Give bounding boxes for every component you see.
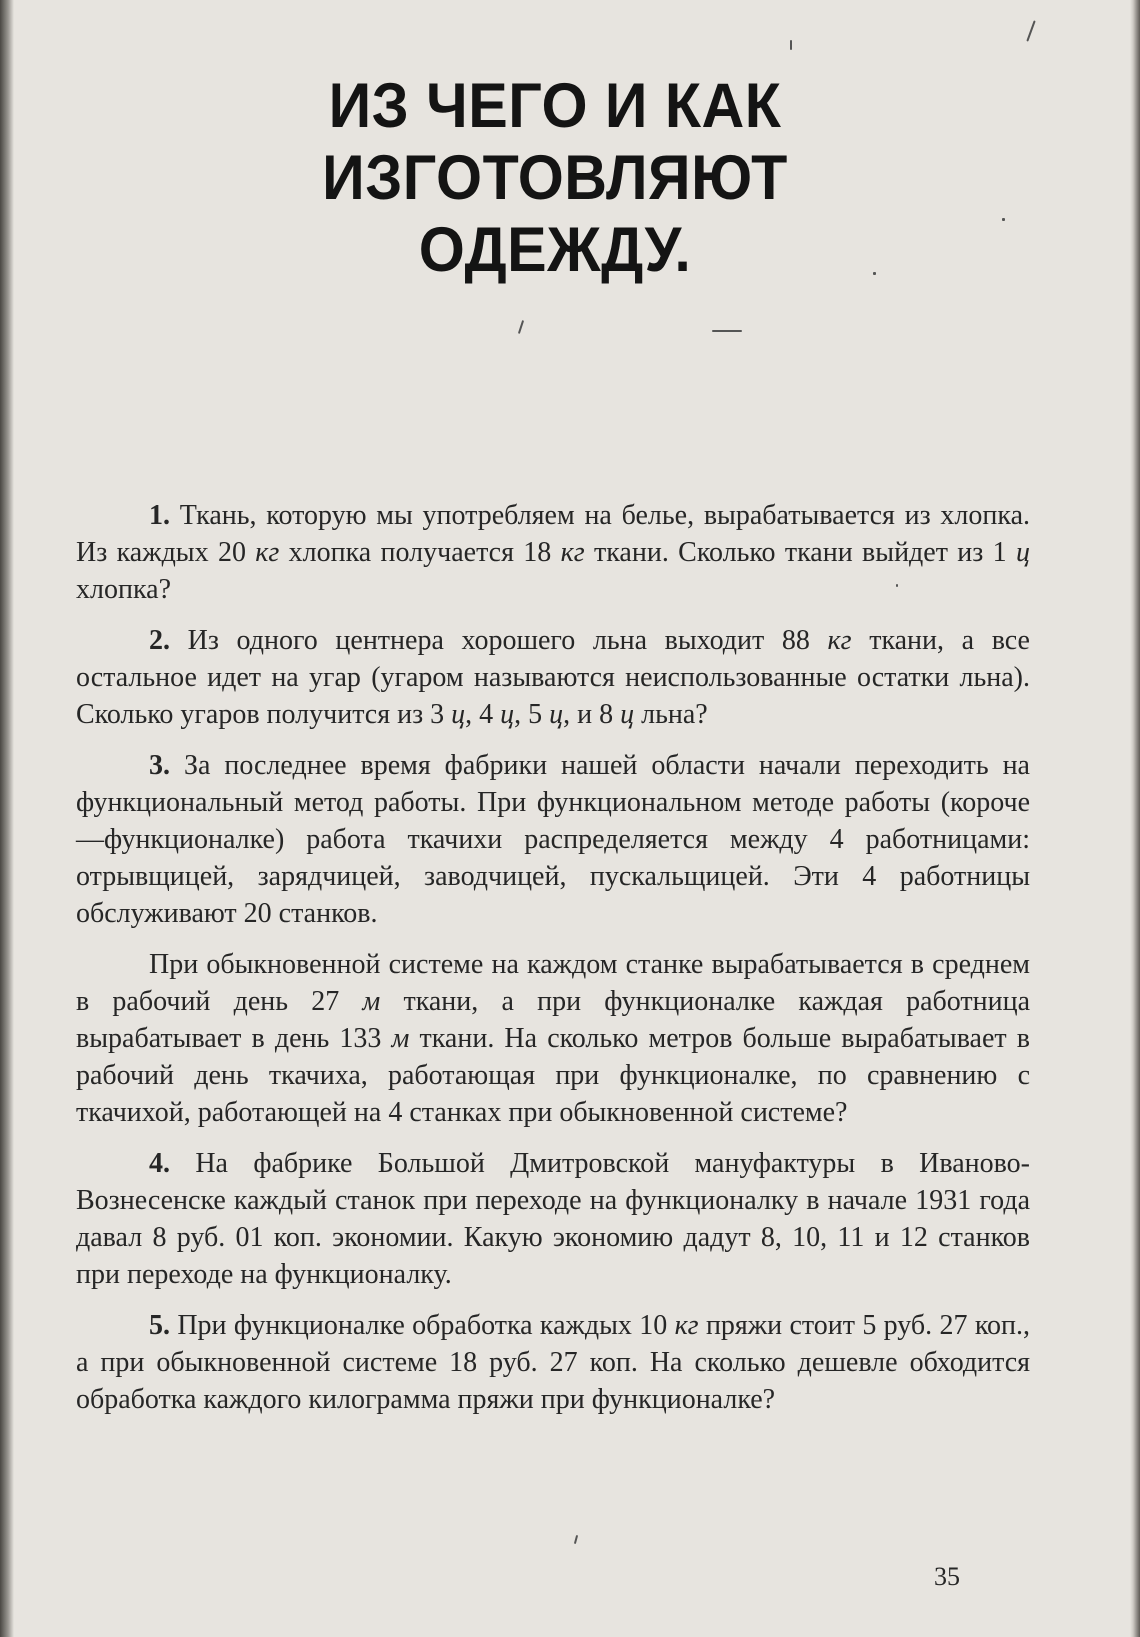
problem-text: , 5 <box>514 699 550 730</box>
problem-text: , и 8 <box>563 699 621 730</box>
problem-paragraph <box>76 497 1030 608</box>
problem-number: 3. <box>149 750 170 781</box>
problem-paragraph <box>76 1307 1030 1418</box>
problem-text: ткани. На сколько метров больше вырабатывает в рабочий день ткачиха, работающая при функционалке, по сравнению с ткачихой, работающей на 4 станках при обыкновенной системе? <box>76 1023 1030 1128</box>
problem-paragraph <box>76 1145 1030 1293</box>
unit-abbreviation: кг <box>827 625 852 656</box>
chapter-title-line-2: ОДЕЖДУ. <box>418 215 692 285</box>
chapter-title <box>90 70 1021 286</box>
chapter-title-line-1: ИЗ ЧЕГО И КАК ИЗГОТОВЛЯЮТ <box>322 71 788 213</box>
problem-number: 1. <box>149 500 170 531</box>
problem-text: хлопка? <box>76 574 171 605</box>
problem-paragraph <box>76 747 1030 932</box>
unit-abbreviation: ц <box>451 699 466 730</box>
unit-abbreviation: кг <box>255 537 280 568</box>
problem-text: ткани. Сколько ткани выйдет из 1 <box>584 537 1017 568</box>
unit-abbreviation: ц <box>549 699 564 730</box>
page-right-edge-shadow <box>1130 0 1140 1637</box>
unit-abbreviation: м <box>391 1023 410 1054</box>
problem-number: 5. <box>149 1310 170 1341</box>
unit-abbreviation: кг <box>674 1310 699 1341</box>
problem-text: ткани, а все остальное идет на угар (угаром называются неиспользованные остатки льна). Сколько угаров получится из 3 <box>76 625 1030 730</box>
problem-text: Ткань, которую мы употребляем на белье, вырабатывается из хлопка. Из каждых 20 <box>76 500 1030 568</box>
problem-text: льна? <box>634 699 708 730</box>
problem-text: При функционалке обработка каждых 10 <box>170 1310 675 1341</box>
page-left-edge-shadow <box>0 0 14 1637</box>
problem-text: При обыкновенной системе на каждом станке вырабатывается в среднем в рабочий день 27 <box>76 949 1030 1017</box>
unit-abbreviation: ц <box>500 699 515 730</box>
problem-text: хлопка получается 18 <box>279 537 561 568</box>
problem-text: На фабрике Большой Дмитровской мануфактуры в Иваново-Вознесенске каждый станок при переходе на функционалку в начале 1931 года давал 8 руб. 01 коп. экономии. Какую экономию дадут 8, 10, 11 и 12 станков при переходе на функционалку. <box>76 1148 1030 1290</box>
problem-text: , 4 <box>465 699 501 730</box>
page-number: 35 <box>934 1562 960 1591</box>
unit-abbreviation: ц <box>620 699 635 730</box>
unit-abbreviation: м <box>362 986 381 1017</box>
problems-text <box>76 497 1030 1432</box>
problem-text: ткани, а при функционалке каждая работница вырабатывает в день 133 <box>76 986 1031 1054</box>
problem-number: 4. <box>149 1148 170 1179</box>
problem-text: Из одного центнера хорошего льна выходит 88 <box>170 625 828 656</box>
unit-abbreviation: кг <box>560 537 585 568</box>
unit-abbreviation: ц <box>1016 537 1031 568</box>
problem-paragraph <box>76 946 1030 1131</box>
problem-number: 2. <box>149 625 170 656</box>
problem-text: пряжи стоит 5 руб. 27 коп., а при обыкновенной системе 18 руб. 27 коп. На сколько дешевле обходится обработка каждого килограмма пряжи при функционалке? <box>76 1310 1030 1415</box>
problem-text: За последнее время фабрики нашей области начали переходить на функциональный метод работы. При функциональном методе работы (короче—функционалке) работа ткачихи распределяется между 4 работницами: отрывщицей, зарядчицей, заводчицей, пускальщицей. Эти 4 работницы обслуживают 20 станков. <box>76 750 1030 929</box>
problem-paragraph <box>76 622 1030 733</box>
